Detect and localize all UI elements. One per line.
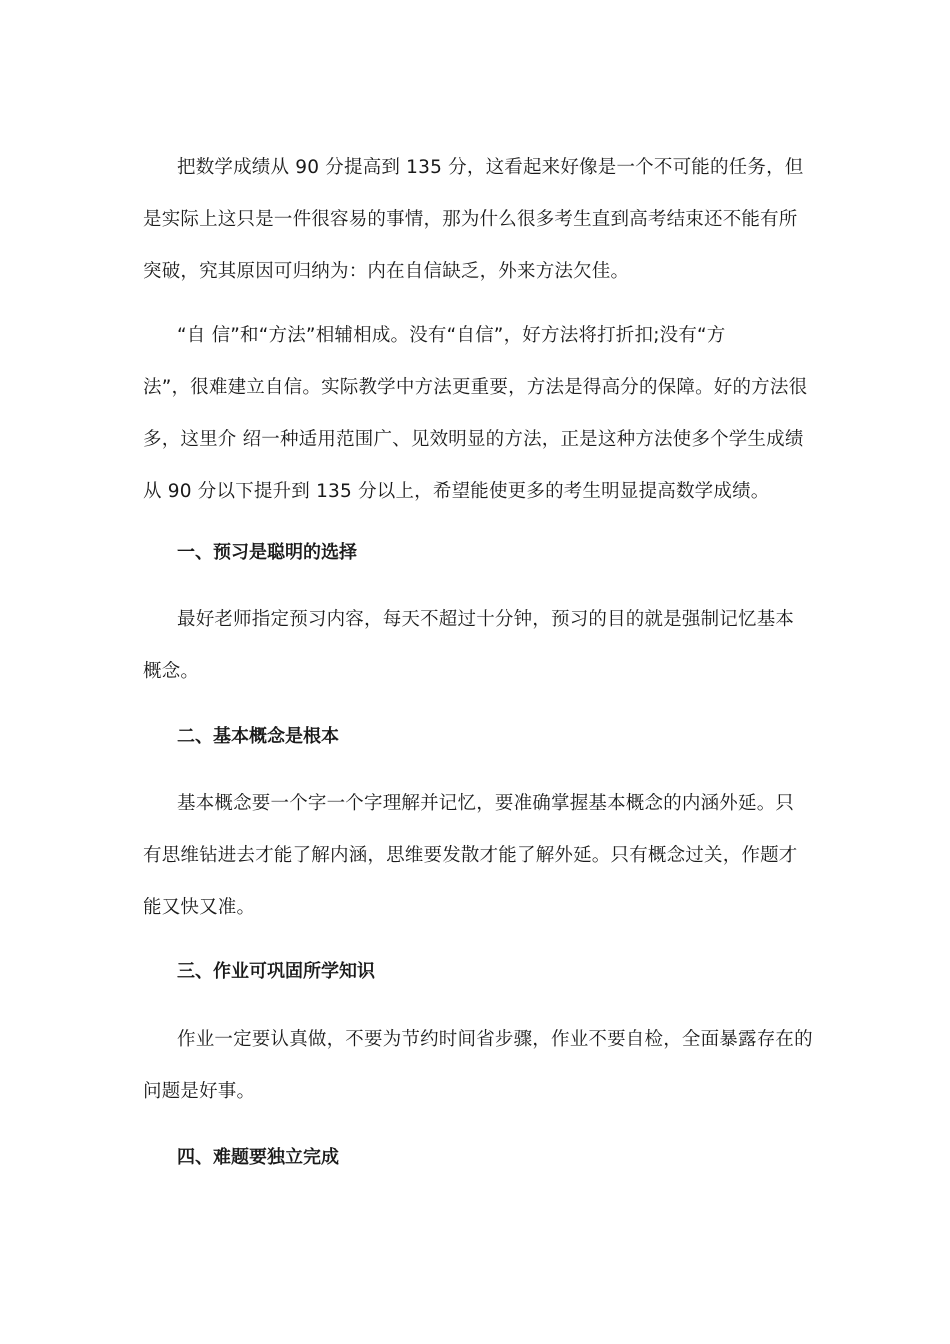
section-3-heading: 三、作业可巩固所学知识 [177,961,375,982]
paragraph-line: 能又快又准。 [143,897,256,918]
paragraph-line: “自 信”和“方法”相辅相成。没有“自信”，好方法将打折扣;没有“方 [177,325,726,346]
section-1-body [143,594,808,698]
paragraph-line: 多，这里介 绍一种适用范围广、见效明显的方法，正是这种方法使多个学生成绩 [143,429,804,450]
paragraph-line: 从 90 分以下提升到 135 分以上，希望能使更多的考生明显提高数学成绩。 [143,481,770,502]
paragraph-line: 作业一定要认真做，不要为节约时间省步骤，作业不要自检，全面暴露存在的 [177,1029,813,1050]
section-3-body [143,1014,813,1118]
paragraph-line: 把数学成绩从 90 分提高到 135 分，这看起来好像是一个不可能的任务，但 [177,157,804,178]
section-2-body [143,778,808,934]
section-2-heading: 二、基本概念是根本 [177,726,339,747]
intro-paragraph-1 [143,142,808,298]
paragraph-line: 法”，很难建立自信。实际教学中方法更重要，方法是得高分的保障。好的方法很 [143,377,808,398]
paragraph-line: 问题是好事。 [143,1081,256,1102]
intro-paragraph-2 [143,310,808,518]
paragraph-line: 基本概念要一个字一个字理解并记忆，要准确掌握基本概念的内涵外延。只 [177,793,795,814]
section-1-heading: 一、预习是聪明的选择 [177,542,357,563]
paragraph-line: 有思维钻进去才能了解内涵，思维要发散才能了解外延。只有概念过关，作题才 [143,845,798,866]
paragraph-line: 突破，究其原因可归纳为：内在自信缺乏，外来方法欠佳。 [143,261,630,282]
paragraph-line: 最好老师指定预习内容，每天不超过十分钟，预习的目的就是强制记忆基本 [177,609,795,630]
paragraph-line: 概念。 [143,661,200,682]
section-4-heading: 四、难题要独立完成 [177,1147,339,1168]
paragraph-line: 是实际上这只是一件很容易的事情，那为什么很多考生直到高考结束还不能有所 [143,209,798,230]
